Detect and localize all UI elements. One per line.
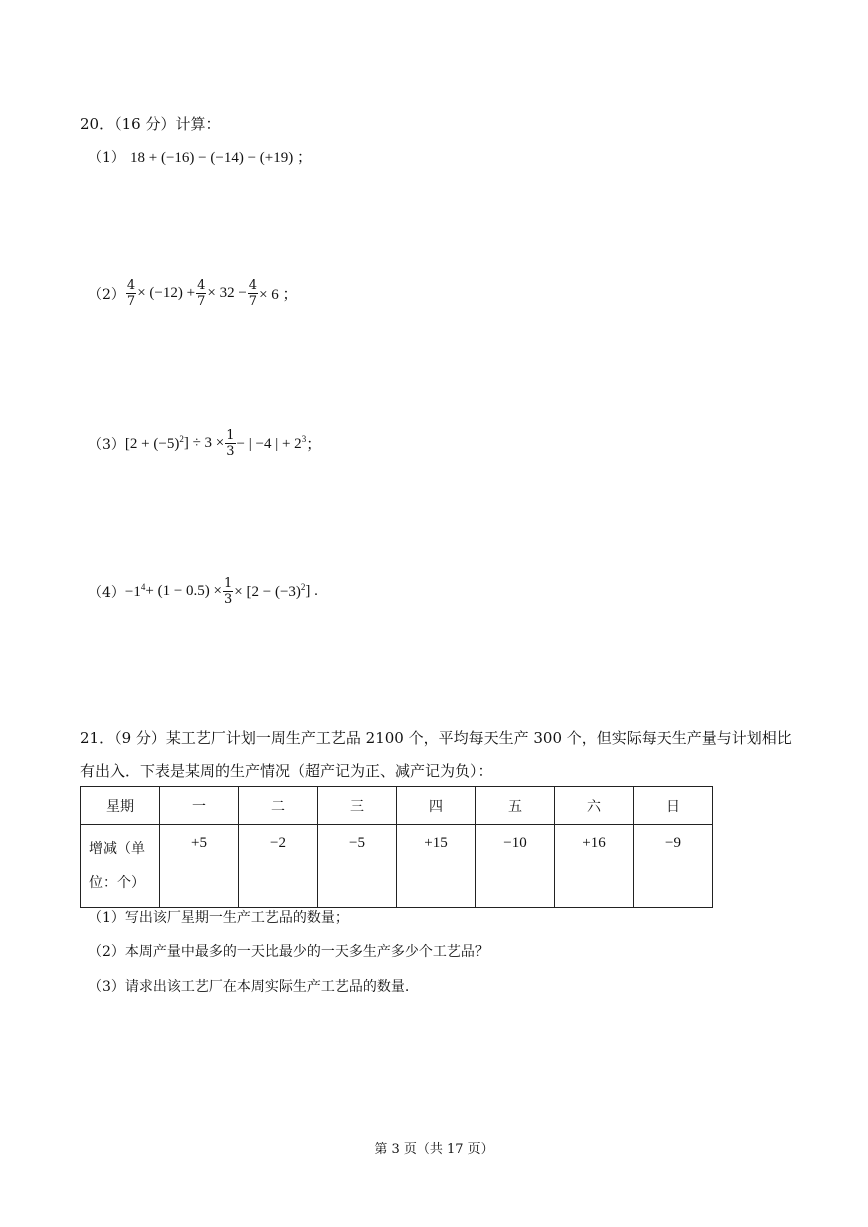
table-row (81, 787, 713, 825)
q20-part2-term3: × 6 ； (259, 287, 298, 303)
production-table (80, 786, 713, 908)
q20-part4-post: × [$2 - (-3)^2$ (234, 582, 306, 600)
q20-part4 (88, 576, 318, 607)
table-cell-value: −9 (634, 825, 713, 908)
q20-part4-pre: $-1^4$ (124, 582, 146, 600)
q20-part2-term1: × (−12) + (137, 285, 196, 301)
q20-part1-label: （1） (88, 150, 125, 166)
q20-part2-label: （2） (88, 286, 125, 303)
table-cell-value: −5 (318, 825, 397, 908)
table-cell-value: +5 (160, 825, 239, 908)
table-cell-day: 三 (318, 787, 397, 825)
q20-part1-expression: 18 + (−16) − (−14) − (+19) ； (130, 150, 312, 166)
table-cell-day: 日 (634, 787, 713, 825)
q20-part3-label: （3） (88, 436, 125, 453)
table-cell-day: 一 (160, 787, 239, 825)
fraction: $\frac{4}{7}$ (126, 278, 136, 309)
q21-sub2: （2）本周产量中最多的一天比最少的一天多生产多少个工艺品？ (88, 944, 489, 960)
q20-part3-pre: [$2 + (-5)^2$ (124, 434, 184, 452)
table-cell-day: 六 (555, 787, 634, 825)
table-row-label: 增减（单位：个） (81, 825, 160, 908)
table-cell-value: −10 (476, 825, 555, 908)
fraction: $\frac{1}{3}$ (226, 428, 235, 459)
q21-statement-line1: 21．（9 分）某工艺厂计划一周生产工艺品 2100 个，平均每天生产 300 个，但实际每天生产量与计划相比 (80, 729, 792, 747)
q20-part3 (88, 428, 321, 459)
q20-part2-term2: × 32 − (207, 285, 247, 301)
q20-header: 20．（16 分）计算： (80, 115, 221, 133)
q20-part3-end: ； (306, 437, 322, 453)
q20-part2 (88, 278, 298, 309)
table-row (81, 825, 713, 908)
fraction: $\frac{4}{7}$ (197, 278, 206, 309)
page-footer: 第 3 页（共 17 页） (374, 1142, 494, 1157)
table-cell-day: 四 (397, 787, 476, 825)
q20-part4-end: ] . (305, 583, 318, 599)
q20-part4-mid: + (1 − 0.5) × (145, 583, 223, 599)
fraction: $\frac{4}{7}$ (248, 278, 258, 309)
table-cell-day: 二 (239, 787, 318, 825)
table-cell-value: +16 (555, 825, 634, 908)
q20-part1 (88, 146, 312, 167)
q21-statement-line2: 有出入．下表是某周的生产情况（超产记为正、减产记为负）： (80, 762, 493, 780)
q21-sub3: （3）请求出该工艺厂在本周实际生产工艺品的数量. (88, 979, 410, 995)
table-row-label: 星期 (81, 787, 160, 825)
q20-part3-mid: ] ÷ 3 × (183, 435, 225, 451)
q20-part3-post: − | −4 | + $2^3$ (236, 434, 307, 452)
table-cell-value: +15 (397, 825, 476, 908)
q20-part4-label: （4） (88, 584, 125, 601)
fraction: $\frac{1}{3}$ (224, 576, 233, 607)
table-cell-day: 五 (476, 787, 555, 825)
table-cell-value: −2 (239, 825, 318, 908)
q21-sub1: （1）写出该厂星期一生产工艺品的数量； (88, 910, 349, 926)
